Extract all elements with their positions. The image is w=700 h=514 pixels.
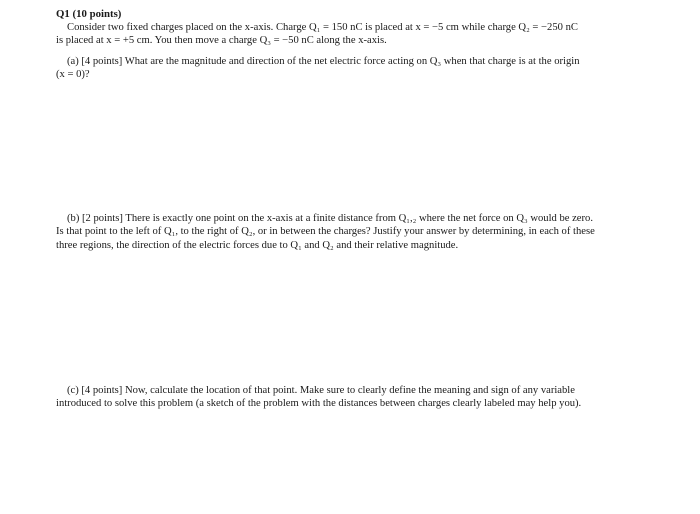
part-a — [56, 55, 648, 82]
part-c — [56, 384, 648, 411]
question-intro — [56, 21, 648, 48]
part-a-line-1: (a) [4 points] What are the magnitude and direction of the net electric force acting on Q₃ when that charge is at the origin — [67, 56, 580, 67]
part-b — [56, 212, 648, 252]
intro-line-2: is placed at x = +5 cm. You then move a charge Q₃ = −50 nC along the x-axis. — [56, 35, 387, 47]
part-b-line-1: (b) [2 points] There is exactly one point on the x-axis at a finite distance from Q₁,₂ where the net force on Q₃ would be zero. — [67, 213, 593, 224]
question-title: Q1 (10 points) — [56, 8, 122, 20]
part-b-line-3: three regions, the direction of the electric forces due to Q₁ and Q₂ and their relative magnitude. — [56, 239, 459, 251]
part-c-line-1: (c) [4 points] Now, calculate the location of that point. Make sure to clearly define the meaning and sign of any variable — [67, 385, 575, 396]
part-a-line-2: (x = 0)? — [56, 69, 90, 81]
intro-line-1: Consider two fixed charges placed on the x-axis. Charge Q₁ = 150 nC is placed at x = −5 cm while charge Q₂ = −250 nC — [67, 22, 578, 33]
part-b-line-2: Is that point to the left of Q₁, to the right of Q₂, or in between the charges? Justify your answer by determining, in each of these — [56, 226, 595, 238]
part-c-line-2: introduced to solve this problem (a sketch of the problem with the distances between charges clearly labeled may help you). — [56, 398, 582, 410]
